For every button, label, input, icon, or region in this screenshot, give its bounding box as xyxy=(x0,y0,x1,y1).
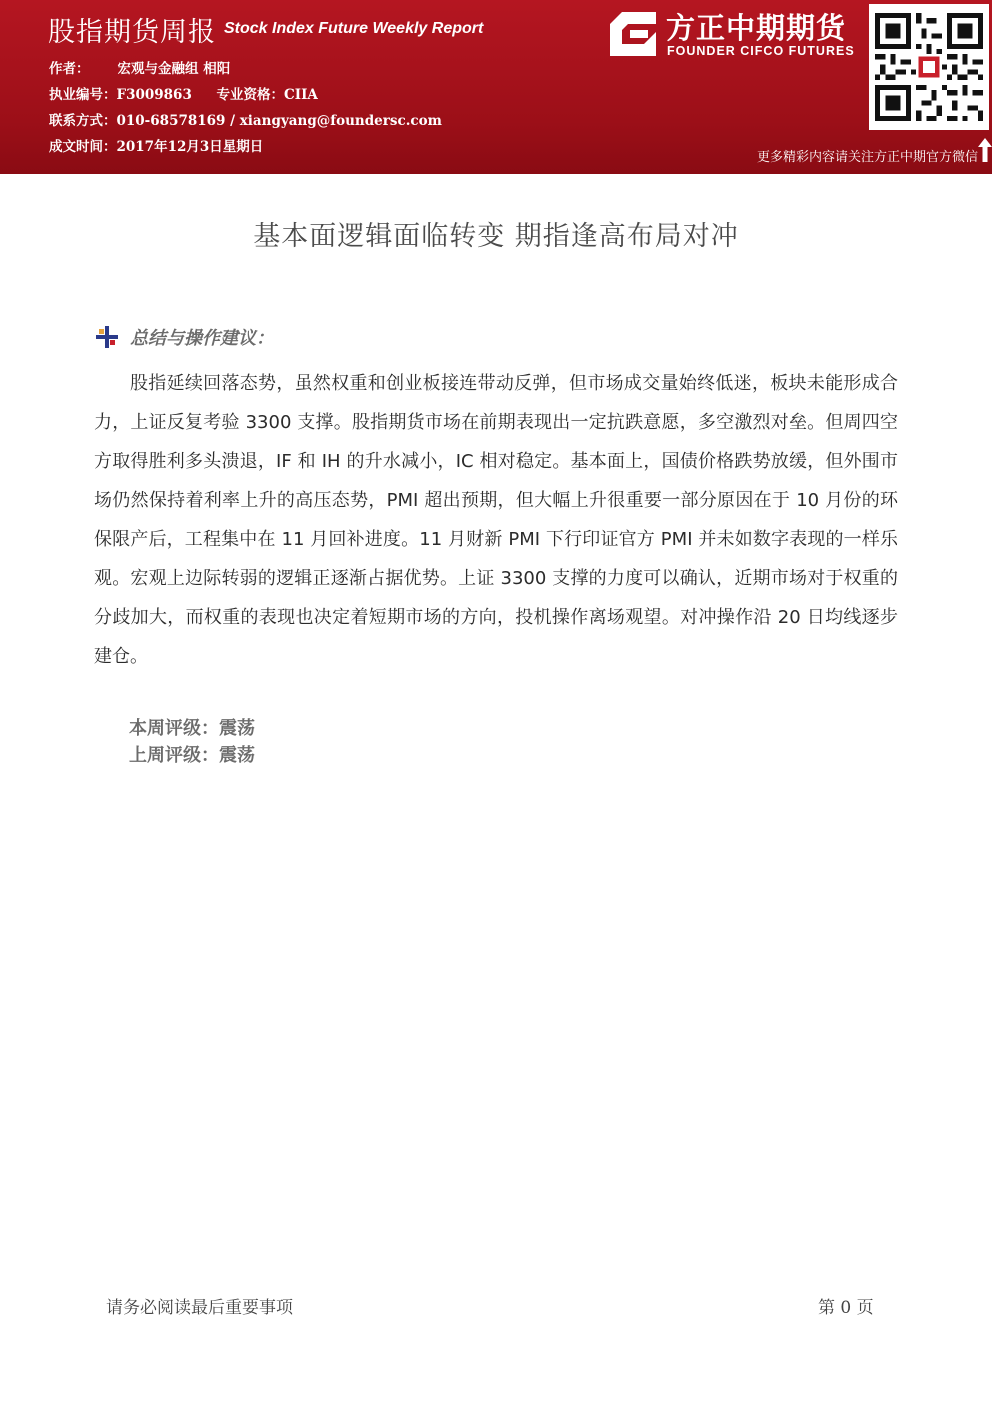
document-title: 基本面逻辑面临转变 期指逢高布局对冲 xyxy=(253,221,739,252)
founder-logo-icon xyxy=(608,10,658,58)
section-heading xyxy=(96,324,274,350)
date-label: 成文时间： xyxy=(49,139,117,155)
section-title: 总结与操作建议： xyxy=(130,328,274,349)
rating-last-week: 上周评级：震荡 xyxy=(129,745,255,766)
qualification-value: CIIA xyxy=(284,87,318,103)
page-number: 第 0 页 xyxy=(818,1298,874,1318)
qr-code-icon xyxy=(869,4,989,130)
contact-value: 010-68578169 / xiangyang@foundersc.com xyxy=(116,113,442,129)
rating-this-week: 本周评级：震荡 xyxy=(129,718,255,739)
report-title-en: Stock Index Future Weekly Report xyxy=(224,20,484,37)
qualification-label: 专业资格： xyxy=(216,87,285,103)
author-value: 宏观与金融组 相阳 xyxy=(117,61,231,77)
license-line xyxy=(49,83,318,103)
author-line xyxy=(49,57,230,77)
logo-cn: 方正中期期货 xyxy=(666,11,847,45)
wechat-note: 更多精彩内容请关注方正中期官方微信 xyxy=(756,150,978,165)
logo-en: FOUNDER CIFCO FUTURES xyxy=(667,44,855,58)
report-header xyxy=(0,0,992,174)
summary-paragraph: 股指延续回落态势，虽然权重和创业板接连带动反弹，但市场成交量始终低迷，板块未能形成合力，上证反复考验 3300 支撑。股指期货市场在前期表现出一定抗跌意愿，多空激烈对垒。但周四空方取得胜利多头溃退，IF 和 IH 的升水减小，IC 相对稳定。基本面上，国债价格跌势放缓，但外围市场仍然保持着利率上升的高压态势，PMI 超出预期，但大幅上升很重要一部分原因在于 10 月份的环保限产后，工程集中在 11 月回补进度。11 月财新 PMI 下行印证官方 PMI 并未如数字表现的一样乐观。宏观上边际转弱的逻辑正逐渐占据优势。上证 3300 支撑的力度可以确认，近期市场对于权重的分歧加大，而权重的表现也决定着短期市场的方向，投机操作离场观望。对冲操作沿 20 日均线逐步建仓。 xyxy=(94,373,898,667)
section-bullet-icon xyxy=(96,326,118,348)
arrow-up-icon xyxy=(978,138,992,162)
license-label: 执业编号： xyxy=(49,87,117,103)
contact-line xyxy=(49,109,442,129)
license-value: F3009863 xyxy=(116,87,192,103)
contact-label: 联系方式： xyxy=(49,113,117,129)
date-line xyxy=(49,135,263,155)
report-title: 股指期货周报 xyxy=(48,17,216,48)
author-label: 作者： xyxy=(49,61,90,77)
footer-note: 请务必阅读最后重要事项 xyxy=(106,1298,293,1318)
date-value: 2017年12月3日星期日 xyxy=(116,139,264,155)
